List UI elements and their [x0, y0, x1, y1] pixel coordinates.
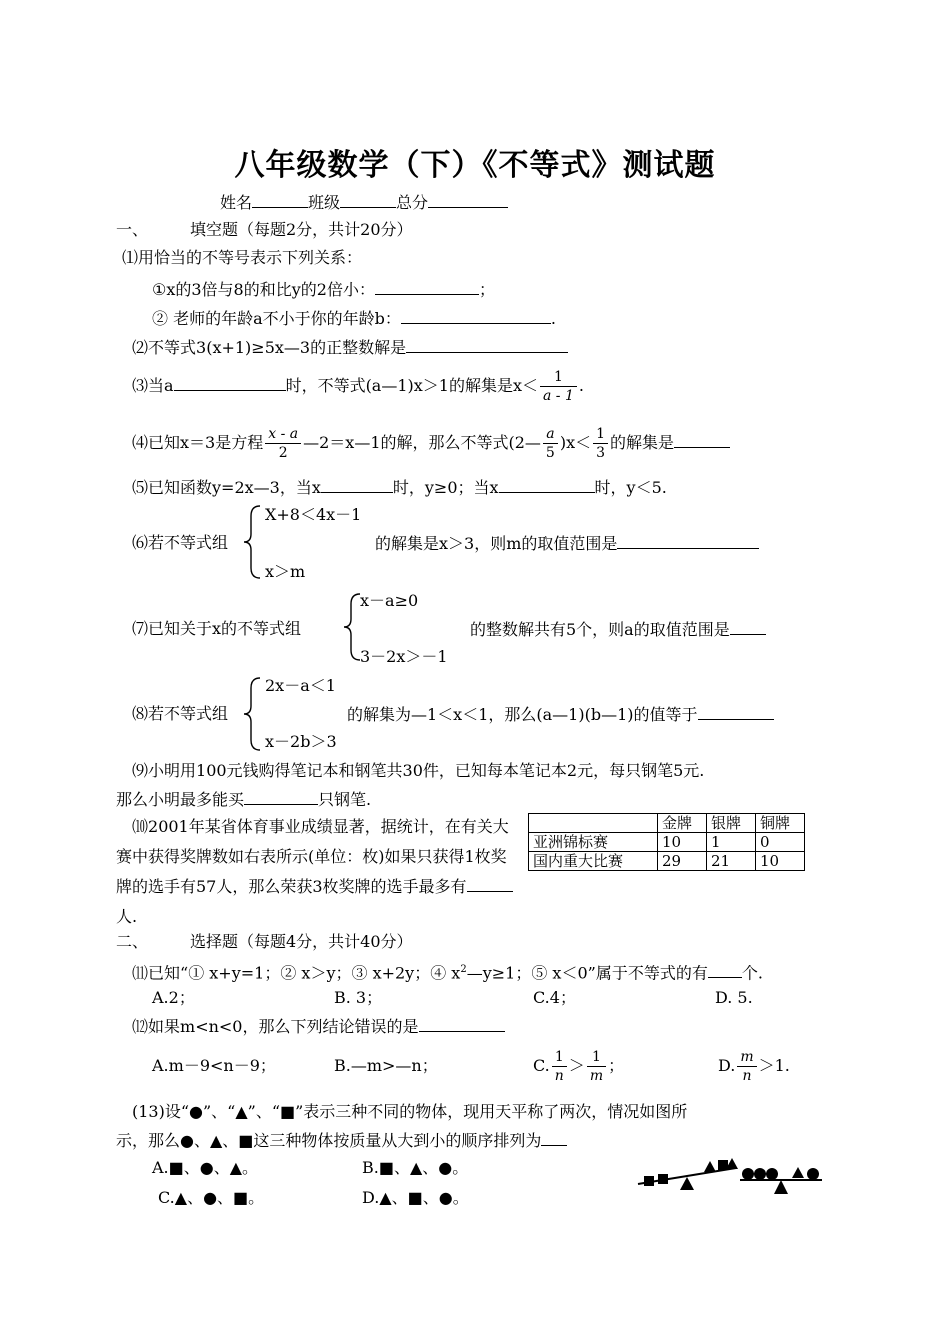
question-8-end: 的解集为—1＜x＜1，那么(a—1)(b—1)的值等于 — [347, 704, 774, 725]
medal-table — [528, 813, 805, 871]
question-8: ⑻若不等式组 — [132, 704, 229, 723]
question-5: ⑸已知函数y=2x—3，当x 时，y≥0；当x 时，y＜5. — [132, 478, 667, 497]
table-row: 亚洲锦标赛 10 1 0 — [529, 833, 805, 852]
question-9-line2: 那么小明最多能买 只钢笔. — [116, 790, 372, 809]
answer-blank-4[interactable] — [674, 432, 730, 448]
q6-system-bottom: x＞m — [265, 562, 306, 581]
answer-blank-1b[interactable] — [401, 308, 551, 324]
q8-system-top: 2x－a＜1 — [265, 676, 336, 695]
answer-blank-13[interactable] — [541, 1130, 567, 1146]
name-label: 姓名 — [220, 193, 253, 212]
section1-label: 一、 — [116, 220, 149, 239]
question-2: ⑵不等式3(x+1)≥5x—3的正整数解是 — [132, 337, 568, 358]
table-row: 国内重大比赛 29 21 10 — [529, 852, 805, 871]
section2-title: 选择题（每题4分，共计40分） — [190, 932, 413, 951]
circle-icon — [766, 1168, 778, 1180]
question-11: ⑾已知“① x+y=1；② x＞y；③ x+2y；④ $x^2—y\ge 1$；⑤ x＜0”属于不等式的有 个. — [132, 963, 763, 983]
answer-blank-3[interactable] — [174, 375, 286, 391]
q6-system-top: X+8＜4x－1 — [265, 505, 362, 524]
answer-blank-8[interactable] — [698, 704, 774, 720]
answer-blank-11[interactable] — [708, 962, 742, 978]
triangle-icon — [704, 1161, 716, 1172]
q11-option-b[interactable]: B. 3； — [334, 988, 383, 1007]
question-9: ⑼小明用100元钱购得笔记本和钢笔共30件，已知每本笔记本2元，每只钢笔5元. — [132, 761, 705, 780]
name-blank[interactable] — [252, 192, 308, 208]
question-7-end: 的整数解共有5个，则a的取值范围是 — [470, 619, 766, 640]
answer-blank-5a[interactable] — [321, 477, 393, 493]
q11-option-d[interactable]: D. 5. — [715, 988, 753, 1007]
q12-option-c[interactable]: C. $\frac{1}{n}$ ＞ $\frac{1}{m}$ ； — [533, 1049, 625, 1084]
circle-icon — [742, 1168, 754, 1180]
triangle-icon — [792, 1167, 804, 1178]
q11-option-a[interactable]: A.2； — [152, 988, 195, 1007]
q7-system-top: x－a≥0 — [360, 591, 419, 610]
q13-option-d[interactable]: D.▲、■、●。 — [362, 1188, 469, 1207]
question-3: ⑶当a 时，不等式(a—1)x＞1的解集是x＜ $\frac{1}{a - 1}$ . — [132, 369, 584, 404]
class-label: 班级 — [308, 193, 341, 212]
answer-blank-7[interactable] — [730, 619, 766, 635]
balance-scale-2 — [740, 1167, 822, 1194]
question-6-end: 的解集是x＞3，则m的取值范围是 — [375, 533, 759, 554]
q13-option-b[interactable]: B.■、▲、●。 — [362, 1158, 469, 1177]
balance-scale-1 — [638, 1158, 738, 1190]
q11-option-c[interactable]: C.4； — [533, 988, 576, 1007]
square-icon — [644, 1176, 654, 1186]
question-6: ⑹若不等式组 — [132, 533, 229, 552]
fraction-1-over-a-minus-1: $\frac{1}{a - 1}$ — [540, 368, 577, 405]
answer-blank-12[interactable] — [419, 1016, 505, 1032]
question-1b: ② 老师的年龄a不小于你的年龄b： . — [152, 309, 556, 328]
answer-blank-10[interactable] — [467, 876, 513, 892]
page-title: 八年级数学（下）《不等式》测试题 — [234, 148, 716, 183]
fraction-a-over-5: $\frac{a}{5}$ — [543, 425, 558, 462]
q13-option-c[interactable]: C.▲、●、■。 — [158, 1188, 265, 1207]
question-4: ⑷已知x＝3是方程 $\frac{x - a}{2}$ —2＝x—1的解，那么不等式(2— $\frac{a}{5}$ )x＜ $\frac{1}{3}$ 的解集是 — [132, 421, 730, 465]
q7-system-bottom: 3－2x＞－1 — [360, 647, 448, 666]
answer-blank-9[interactable] — [244, 789, 318, 805]
q6-brace — [242, 504, 264, 584]
q8-system-bottom: x－2b＞3 — [265, 732, 337, 751]
answer-blank-6[interactable] — [617, 533, 759, 549]
question-13-line2: 示，那么●、▲、■这三种物体按质量从大到小的顺序排列为 — [116, 1130, 567, 1151]
answer-blank-1a[interactable] — [375, 279, 479, 295]
score-label: 总分 — [396, 193, 429, 212]
balance-scales-figure — [636, 1150, 836, 1200]
section2-label: 二、 — [116, 932, 149, 951]
q8-brace — [242, 676, 264, 756]
fraction-1-over-3: $\frac{1}{3}$ — [593, 425, 608, 462]
answer-blank-2[interactable] — [406, 337, 568, 353]
score-blank[interactable] — [428, 192, 508, 208]
question-7: ⑺已知关于x的不等式组 — [132, 619, 302, 638]
question-1: ⑴用恰当的不等号表示下列关系： — [122, 248, 363, 267]
table-header-row: 金牌 银牌 铜牌 — [529, 814, 805, 833]
question-10: ⑽2001年某省体育事业成绩显著，据统计，在有关大赛中获得奖牌数如右表所示(单位：枚)如果只获得1枚奖牌的选手有57人，那么荣获3枚奖牌的选手最多有人. — [116, 812, 516, 932]
q12-option-b[interactable]: B.—m>—n； — [334, 1056, 438, 1075]
circle-icon — [754, 1168, 766, 1180]
student-info-line — [220, 192, 508, 213]
square-icon — [658, 1174, 668, 1184]
q12-option-d[interactable]: D. $\frac{m}{n}$ ＞1. — [718, 1049, 790, 1084]
question-1a: ①x的3倍与8的和比y的2倍小： ； — [152, 280, 495, 299]
question-13: (13)设“●”、“▲”、“■”表示三种不同的物体，现用天平称了两次，情况如图所 — [132, 1102, 688, 1121]
q13-option-a[interactable]: A.■、●、▲。 — [152, 1158, 259, 1177]
answer-blank-5b[interactable] — [499, 477, 595, 493]
section1-title: 填空题（每题2分，共计20分） — [190, 220, 413, 239]
circle-icon — [807, 1168, 819, 1180]
question-12: ⑿如果m<n<0，那么下列结论错误的是 — [132, 1016, 505, 1037]
fraction-x-minus-a-over-2: $\frac{x - a}{2}$ — [265, 425, 301, 462]
class-blank[interactable] — [340, 192, 396, 208]
q12-option-a[interactable]: A.m－9<n－9； — [152, 1056, 276, 1075]
